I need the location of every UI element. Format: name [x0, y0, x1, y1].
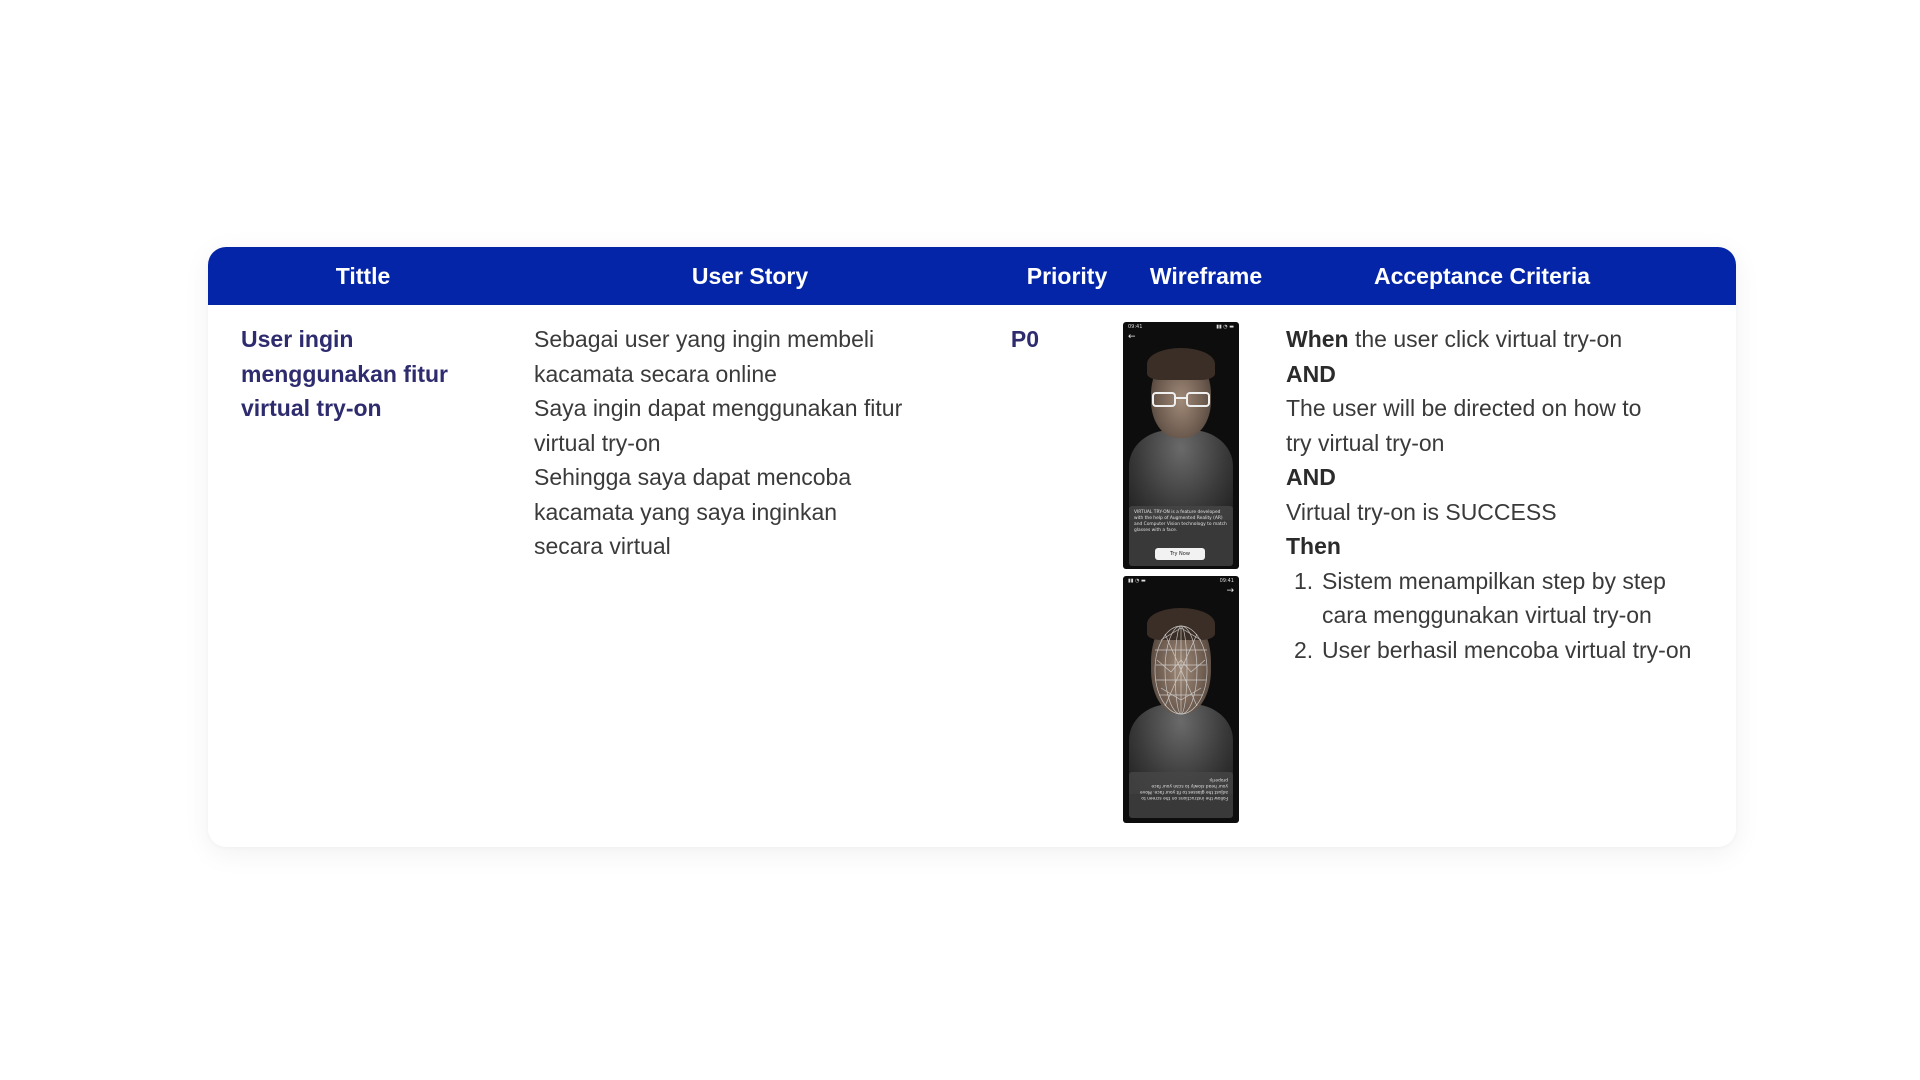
glasses-overlay-icon — [1151, 392, 1211, 410]
story-line: kacamata secara online — [534, 360, 777, 387]
instruction-panel — [1129, 772, 1233, 818]
header-wireframe: Wireframe — [1149, 263, 1263, 289]
try-now-button[interactable]: Try Now — [1155, 548, 1205, 560]
wireframe-screen-intro — [1123, 322, 1239, 569]
list-item — [1286, 564, 1706, 633]
status-icons: ▮▮ ◔ ▬ — [1216, 324, 1234, 330]
header-user-story: User Story — [691, 263, 809, 289]
model-photo — [1123, 594, 1239, 774]
story-line: secara virtual — [534, 533, 671, 559]
then-label: Then — [1286, 533, 1341, 559]
criteria-then — [1286, 529, 1706, 564]
when-text: the user click virtual try-on — [1348, 326, 1623, 352]
forward-arrow-icon[interactable]: → — [1226, 586, 1234, 596]
priority-value: P0 — [1010, 326, 1040, 352]
story-line: virtual try-on — [534, 429, 661, 456]
story-line: Saya ingin dapat menggunakan fitur — [534, 395, 903, 421]
step-text: Sistem menampilkan step by step cara menggunakan virtual try-on — [1322, 567, 1666, 628]
status-bar — [1128, 324, 1234, 332]
story-line: Sehingga saya dapat mencoba — [534, 464, 852, 490]
step-number: 2. — [1294, 636, 1314, 663]
status-bar — [1128, 578, 1234, 586]
step-number: 1. — [1294, 567, 1314, 594]
criteria-steps-list — [1286, 564, 1706, 668]
criteria-and-2 — [1286, 460, 1706, 495]
user-story-text — [534, 322, 934, 564]
story-line: Sebagai user yang ingin membeli — [534, 326, 875, 352]
story-title: User ingin menggunakan fitur virtual try-on — [241, 326, 449, 421]
criteria-and-1 — [1286, 357, 1706, 392]
header-acceptance-criteria: Acceptance Criteria — [1373, 263, 1591, 289]
status-icons: ▮▮ ◔ ▬ — [1128, 578, 1146, 584]
list-item — [1286, 633, 1706, 668]
when-label: When — [1286, 326, 1349, 352]
criteria-line: The user will be directed on how to — [1286, 395, 1642, 421]
story-line: kacamata yang saya inginkan — [534, 498, 838, 525]
and-label: AND — [1286, 360, 1336, 387]
and-label: AND — [1286, 464, 1336, 490]
status-time: 09:41 — [1128, 324, 1143, 330]
criteria-when — [1286, 322, 1706, 357]
model-photo — [1123, 348, 1239, 498]
instruction-text: Follow the instructions on the screen to adjust the glasses to fit your face. Move your head slowly to scan your face properly. — [1139, 777, 1228, 800]
status-time: 09:41 — [1219, 578, 1234, 584]
acceptance-criteria-text — [1286, 322, 1706, 667]
info-text: VIRTUAL TRY-ON is a feature developed with the help of Augmented Reality (AR) and Computer Vision technology to match glasses with a face. — [1134, 510, 1227, 533]
face-mesh-icon — [1151, 620, 1211, 730]
header-title: Tittle — [335, 263, 391, 289]
wireframe-screen-scan — [1123, 576, 1239, 823]
step-text: User berhasil mencoba virtual try-on — [1322, 636, 1692, 663]
criteria-line: Virtual try-on is SUCCESS — [1286, 498, 1557, 525]
table-header — [208, 247, 1736, 305]
back-arrow-icon[interactable]: ← — [1128, 332, 1136, 342]
hair-shape — [1147, 348, 1215, 380]
criteria-line: try virtual try-on — [1286, 429, 1445, 456]
header-priority: Priority — [1026, 263, 1108, 289]
